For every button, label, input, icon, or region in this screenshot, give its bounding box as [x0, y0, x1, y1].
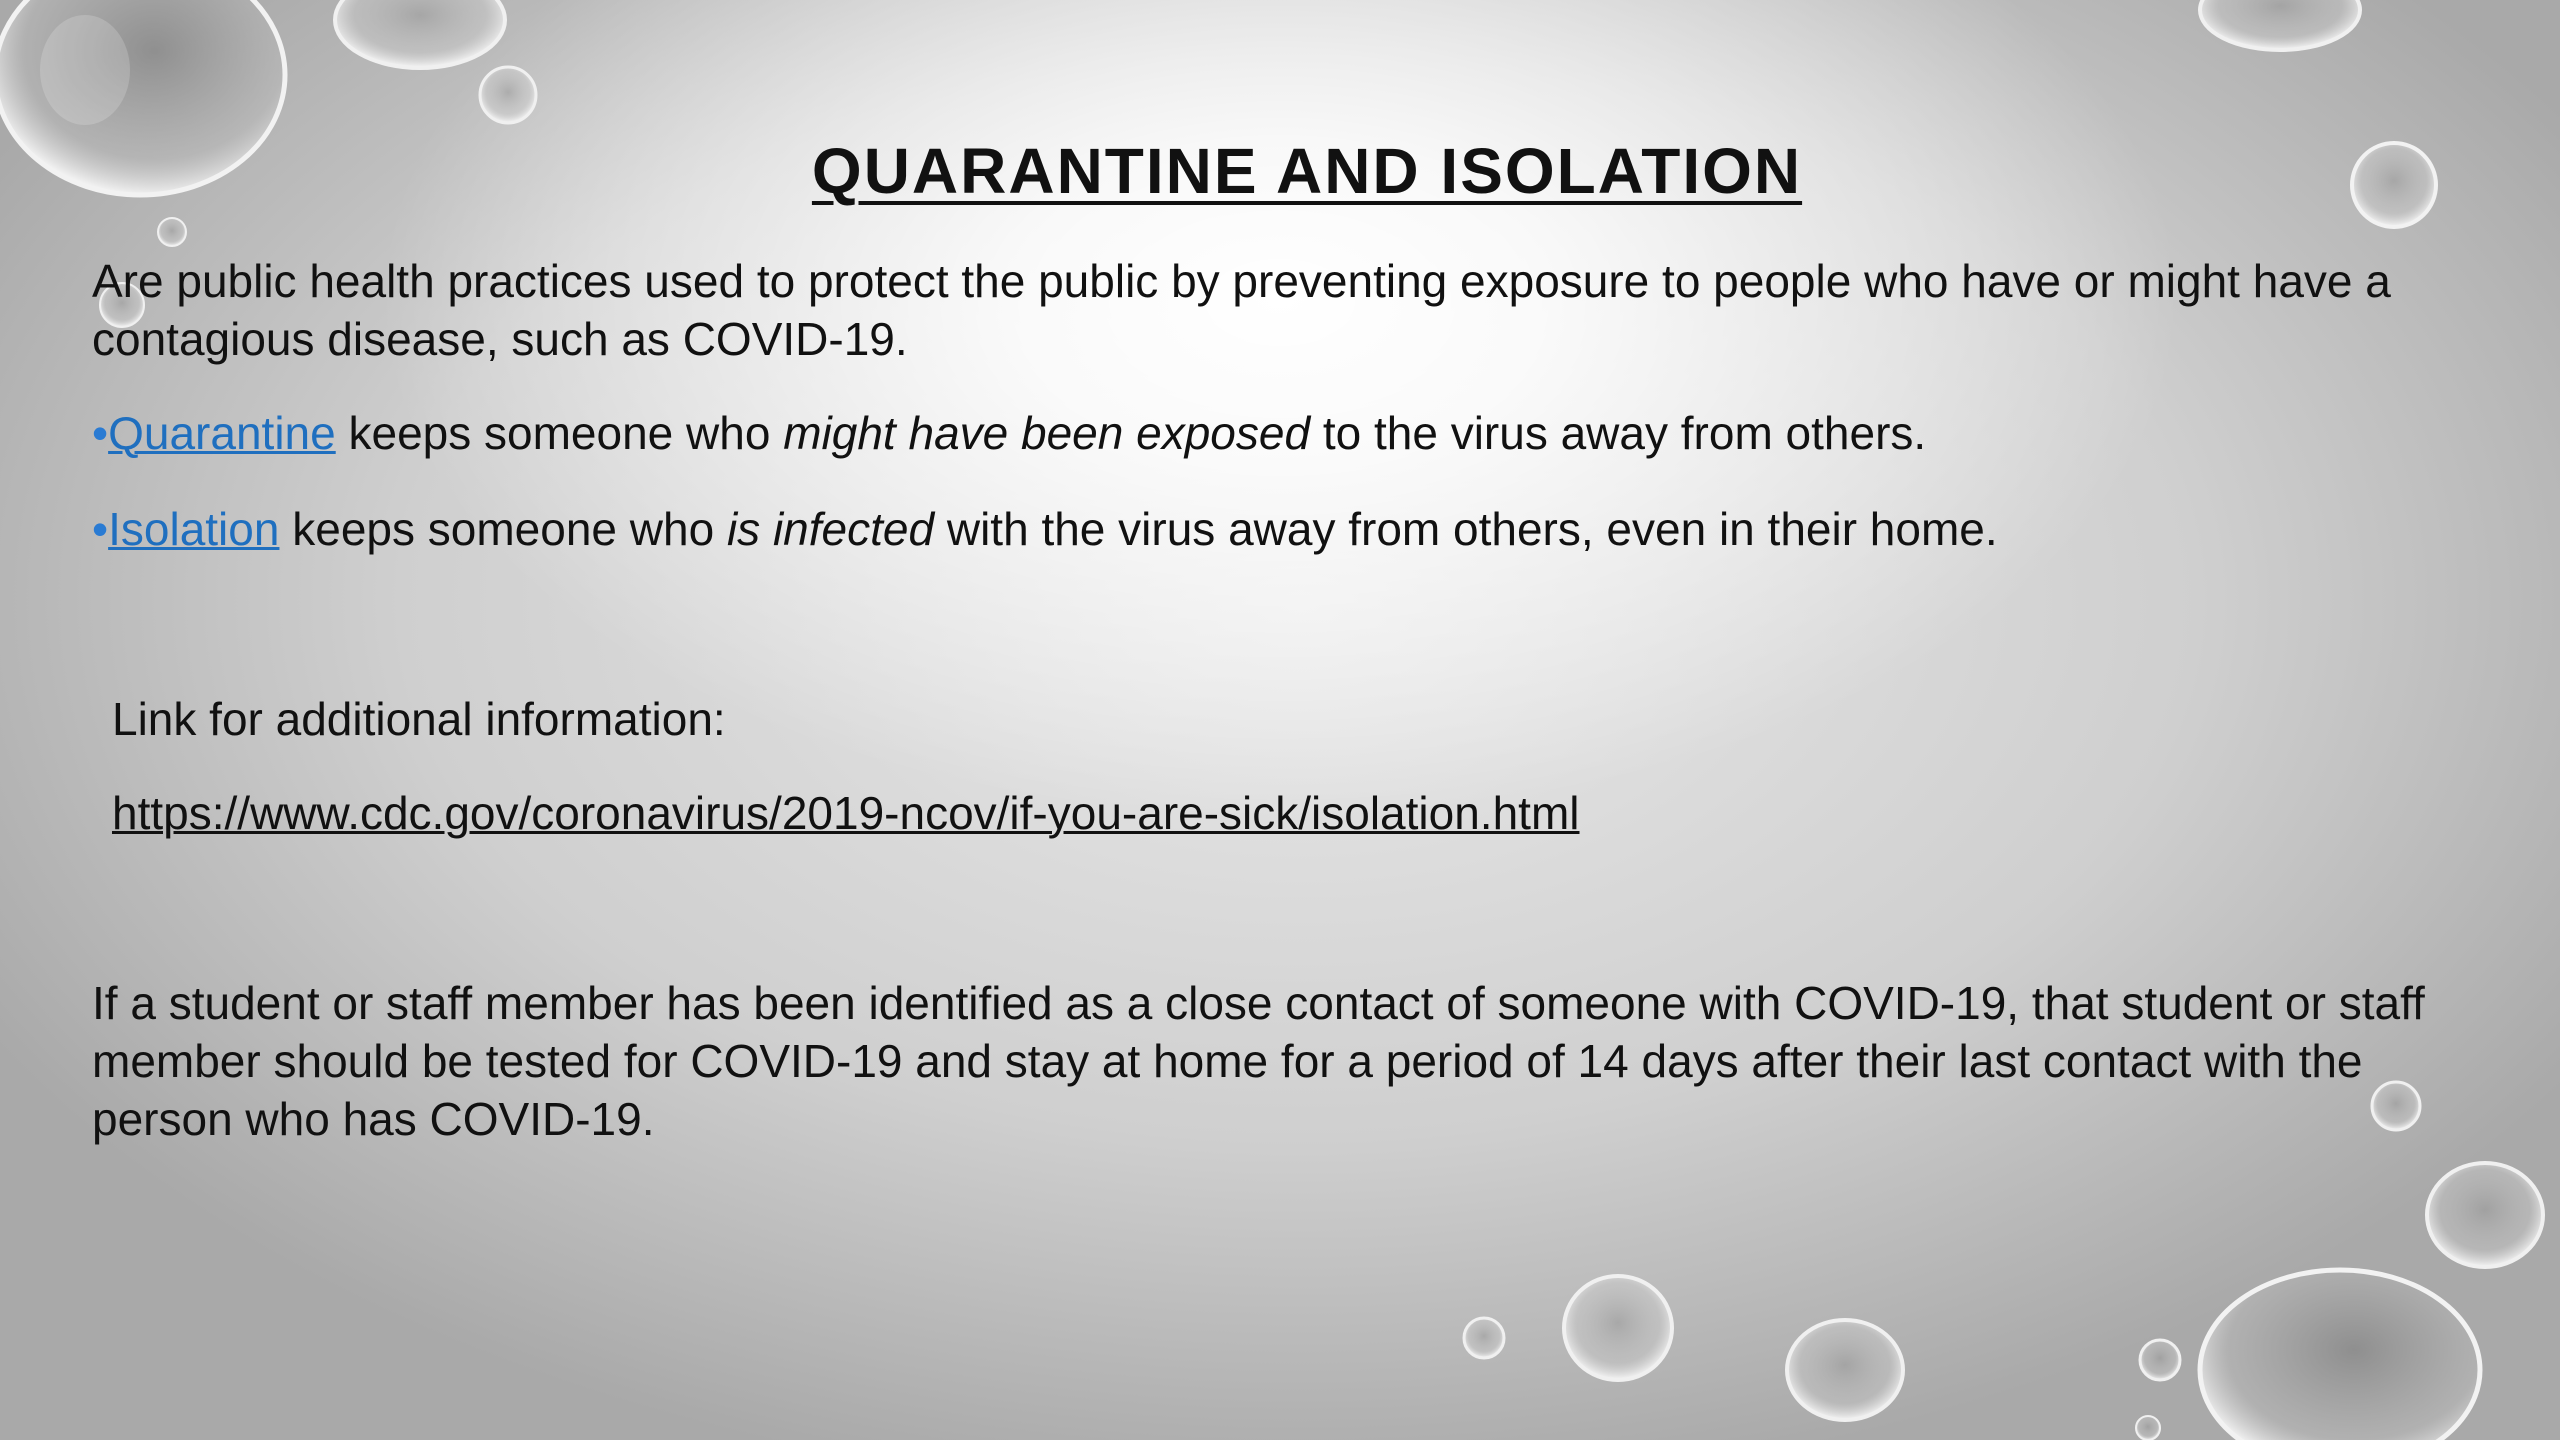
bullet-text: keeps someone who	[335, 407, 784, 459]
slide-title: QUARANTINE AND ISOLATION	[811, 135, 1803, 207]
quarantine-link[interactable]: Quarantine	[108, 407, 336, 459]
isolation-link[interactable]: Isolation	[108, 503, 280, 555]
bullet-emphasis: is infected	[726, 503, 935, 555]
bullet-emphasis: might have been exposed	[783, 407, 1311, 459]
closing-paragraph: If a student or staff member has been identified as a close contact of someone with COVID-19, that student or staff member should be tested for COVID-19 and stay at home for a period of 14 days after their last contact with the person who has COVID-19.	[92, 977, 2425, 1145]
bullet-quarantine	[92, 404, 2492, 462]
bullet-text: to the virus away from others.	[1310, 407, 1927, 459]
bullet-marker: •	[92, 503, 109, 555]
cdc-url-link[interactable]: https://www.cdc.gov/coronavirus/2019-ncov/if-you-are-sick/isolation.html	[112, 787, 1580, 839]
bullet-isolation	[92, 500, 2492, 558]
intro-paragraph: Are public health practices used to protect the public by preventing exposure to people who have or might have a contagious disease, such as COVID-19.	[92, 255, 2391, 365]
bullet-text: keeps someone who	[279, 503, 727, 555]
bullet-text: with the virus away from others, even in their home.	[934, 503, 1998, 555]
link-label: Link for additional information:	[112, 693, 726, 745]
bullet-marker: •	[92, 407, 109, 459]
